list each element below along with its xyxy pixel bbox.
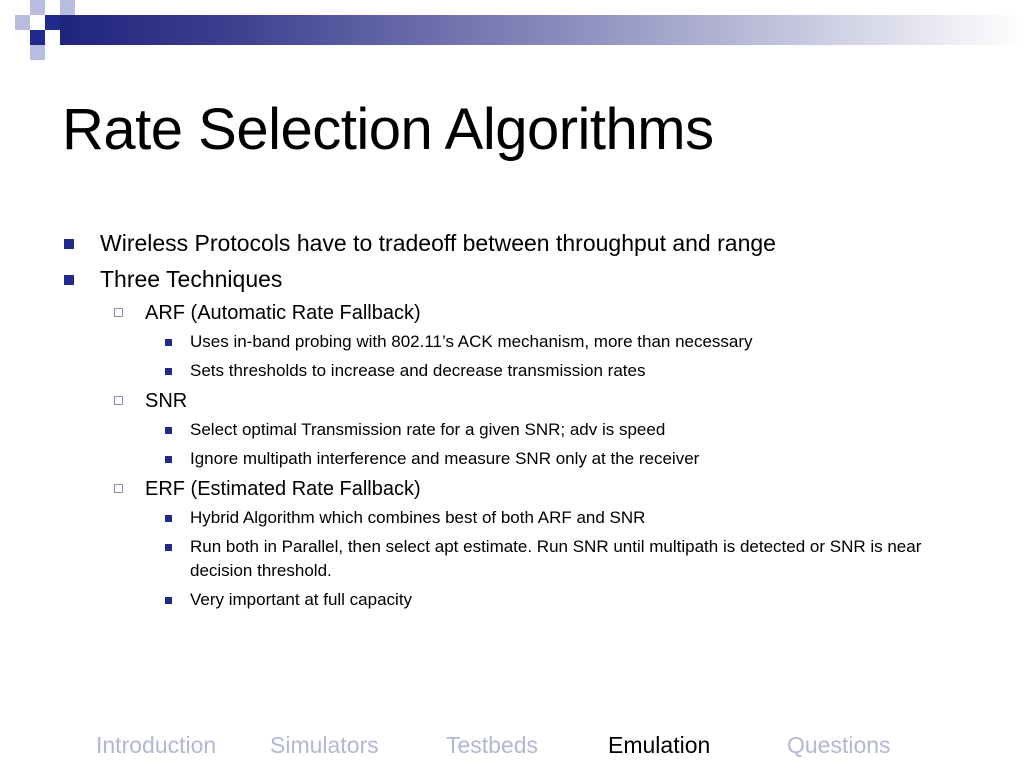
point-text: Uses in-band probing with 802.11’s ACK mechanism, more than necessary bbox=[190, 332, 753, 351]
technique-item-arf bbox=[62, 300, 962, 326]
bullet-text: Three Techniques bbox=[100, 266, 283, 292]
technique-point bbox=[62, 330, 962, 354]
header-square bbox=[15, 15, 30, 30]
nav-item-introduction[interactable]: Introduction bbox=[96, 732, 217, 758]
bullet-item bbox=[62, 264, 962, 294]
bullet-text: Wireless Protocols have to tradeoff between throughput and range bbox=[100, 230, 776, 256]
hollow-square-bullet-icon bbox=[114, 484, 123, 493]
technique-point bbox=[62, 447, 962, 471]
point-text: Ignore multipath interference and measure SNR only at the receiver bbox=[190, 449, 700, 468]
technique-point bbox=[62, 588, 962, 612]
header-square bbox=[30, 45, 45, 60]
square-bullet-icon bbox=[165, 339, 172, 346]
slide-title: Rate Selection Algorithms bbox=[62, 97, 714, 162]
technique-point bbox=[62, 359, 962, 383]
header-gradient-bar bbox=[30, 15, 1024, 45]
slide-body bbox=[62, 228, 962, 617]
square-bullet-icon bbox=[165, 597, 172, 604]
nav-item-simulators[interactable]: Simulators bbox=[270, 732, 379, 758]
point-text: Run both in Parallel, then select apt estimate. Run SNR until multipath is detected or SNR is near decision threshold. bbox=[190, 537, 922, 580]
nav-item-questions[interactable]: Questions bbox=[787, 732, 891, 758]
technique-name: SNR bbox=[145, 390, 188, 412]
header-square bbox=[45, 30, 60, 45]
header-square bbox=[30, 15, 45, 30]
square-bullet-icon bbox=[64, 275, 74, 285]
technique-item-snr bbox=[62, 388, 962, 414]
square-bullet-icon bbox=[165, 427, 172, 434]
square-bullet-icon bbox=[165, 368, 172, 375]
point-text: Select optimal Transmission rate for a given SNR; adv is speed bbox=[190, 420, 666, 439]
point-text: Hybrid Algorithm which combines best of both ARF and SNR bbox=[190, 508, 646, 527]
section-nav bbox=[0, 732, 1024, 762]
square-bullet-icon bbox=[165, 544, 172, 551]
technique-name: ERF (Estimated Rate Fallback) bbox=[145, 478, 421, 500]
hollow-square-bullet-icon bbox=[114, 308, 123, 317]
square-bullet-icon bbox=[165, 456, 172, 463]
hollow-square-bullet-icon bbox=[114, 396, 123, 405]
point-text: Very important at full capacity bbox=[190, 590, 413, 609]
nav-item-testbeds[interactable]: Testbeds bbox=[446, 732, 539, 758]
technique-point bbox=[62, 535, 962, 583]
nav-item-emulation[interactable]: Emulation bbox=[608, 732, 711, 758]
header-square bbox=[30, 0, 45, 15]
bullet-item bbox=[62, 228, 962, 258]
header-square bbox=[0, 15, 15, 30]
header-square bbox=[60, 0, 75, 15]
header-square bbox=[30, 30, 45, 45]
header-square bbox=[45, 15, 60, 30]
technique-item-erf bbox=[62, 476, 962, 502]
point-text: Sets thresholds to increase and decrease transmission rates bbox=[190, 361, 646, 380]
square-bullet-icon bbox=[165, 515, 172, 522]
technique-name: ARF (Automatic Rate Fallback) bbox=[145, 302, 421, 324]
technique-point bbox=[62, 418, 962, 442]
technique-point bbox=[62, 506, 962, 530]
square-bullet-icon bbox=[64, 239, 74, 249]
